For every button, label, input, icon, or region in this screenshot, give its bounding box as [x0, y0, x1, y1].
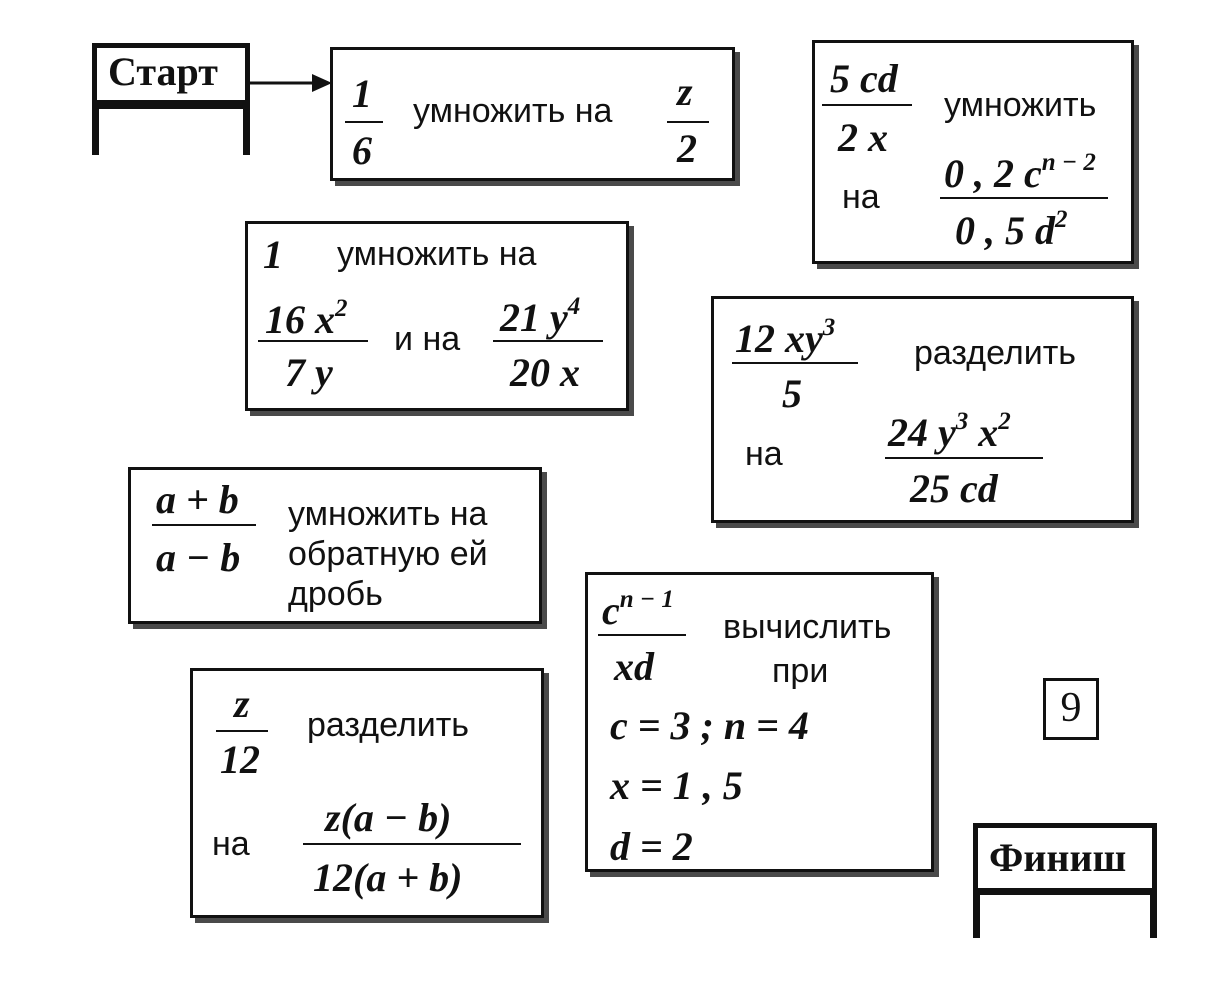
card4-operation-by: на: [745, 435, 783, 473]
card3-operation-and-by: и на: [394, 320, 461, 358]
card7-fraction-a-bar: [216, 730, 268, 732]
card5-fraction-denominator: a − b: [156, 535, 241, 580]
card7-fraction-b-denominator: 12(a + b): [313, 855, 463, 900]
card1-fraction-a-numerator: 1: [352, 71, 372, 116]
card3-fraction-c-numerator-exponent: 4: [567, 293, 581, 320]
card6-fraction-numerator: [602, 587, 674, 631]
card6-condition-2: x = 1 , 5: [610, 763, 743, 808]
card4-fraction-b-denominator: 25 cd: [910, 466, 998, 511]
card6-condition-3: d = 2: [610, 824, 693, 869]
card4-fraction-b-numerator-base-1: 24 y: [888, 410, 956, 455]
start-arrow: [250, 68, 335, 98]
card2-operation-multiply: умножить: [944, 86, 1097, 124]
card3-fraction-b-numerator-base: 16 x: [265, 297, 335, 342]
finish-label: Финиш: [989, 835, 1127, 880]
card5-line-1: умножить на: [288, 495, 488, 533]
card2-operation-by: на: [842, 178, 880, 216]
card2-fraction-b-denominator-base: 0 , 5 d: [955, 208, 1055, 253]
card3-operation-multiply: умножить на: [337, 235, 537, 273]
card2-fraction-b-bar: [940, 197, 1108, 199]
card6-operation-evaluate: вычислить: [723, 608, 892, 646]
card3-fraction-b-numerator: [265, 296, 348, 340]
start-label: Старт: [108, 49, 218, 94]
card4-operation-divide: разделить: [914, 334, 1077, 372]
card5-fraction-bar: [152, 524, 256, 526]
card3-fraction-b-bar: [258, 340, 368, 342]
card2-fraction-a-denominator: 2 x: [838, 115, 888, 160]
page-number: 9: [1043, 678, 1099, 740]
card3-value: 1: [263, 232, 283, 277]
card6-fraction-denominator: xd: [614, 644, 654, 689]
card4-fraction-b-bar: [885, 457, 1043, 459]
card3-fraction-b-denominator: 7 y: [285, 350, 333, 395]
card1-fraction-b-bar: [667, 121, 709, 123]
card2-fraction-b-denominator-exponent: 2: [1055, 206, 1068, 233]
card6-condition-1: c = 3 ; n = 4: [610, 703, 809, 748]
card3-fraction-b-numerator-exponent: 2: [335, 295, 348, 322]
card6-fraction-numerator-base: c: [602, 588, 620, 633]
card7-operation-divide: разделить: [307, 706, 470, 744]
card7-fraction-a-denominator: 12: [220, 737, 260, 782]
card2-fraction-a-bar: [822, 104, 912, 106]
card1-fraction-b-denominator: 2: [677, 126, 697, 171]
card4-fraction-a-numerator-exponent: 3: [822, 314, 836, 341]
card3-fraction-c-denominator: 20 x: [510, 350, 580, 395]
card4-fraction-a-bar: [732, 362, 858, 364]
card3-fraction-c-numerator-base: 21 y: [500, 295, 568, 340]
card4-fraction-b-numerator-exponent-1: 3: [955, 408, 969, 435]
card2-fraction-b-denominator: [955, 207, 1068, 251]
card4-fraction-b-numerator-exponent-2: 2: [998, 408, 1011, 435]
card2-fraction-b-numerator-base: 0 , 2 c: [944, 151, 1042, 196]
card7-fraction-b-numerator: z(a − b): [325, 795, 452, 840]
card2-fraction-b-numerator-exponent: n − 2: [1041, 149, 1096, 176]
card6-operation-at: при: [772, 652, 829, 690]
card5-fraction-numerator: a + b: [156, 477, 239, 522]
card4-fraction-a-numerator: [735, 315, 835, 359]
card3-fraction-c-numerator: [500, 294, 580, 338]
card6-fraction-bar: [598, 634, 686, 636]
card5-line-2: обратную ей: [288, 535, 488, 573]
card4-fraction-a-denominator: 5: [782, 371, 802, 416]
card1-fraction-b-numerator: z: [677, 69, 693, 114]
card1-fraction-a-denominator: 6: [352, 128, 372, 173]
card7-operation-by: на: [212, 825, 250, 863]
card7-fraction-b-bar: [303, 843, 521, 845]
card2-fraction-a-numerator: 5 cd: [830, 56, 898, 101]
card6-fraction-numerator-exponent: n − 1: [619, 586, 674, 613]
card4-fraction-b-numerator-base-2: x: [968, 410, 999, 455]
card4-fraction-b-numerator: [888, 409, 1011, 453]
card1-fraction-a-bar: [345, 121, 383, 123]
card4-fraction-a-numerator-base: 12 xy: [735, 316, 823, 361]
card5-line-3: дробь: [288, 575, 383, 613]
card2-fraction-b-numerator: [944, 150, 1096, 194]
card1-operation: умножить на: [413, 92, 613, 130]
card3-fraction-c-bar: [493, 340, 603, 342]
card7-fraction-a-numerator: z: [234, 681, 250, 726]
